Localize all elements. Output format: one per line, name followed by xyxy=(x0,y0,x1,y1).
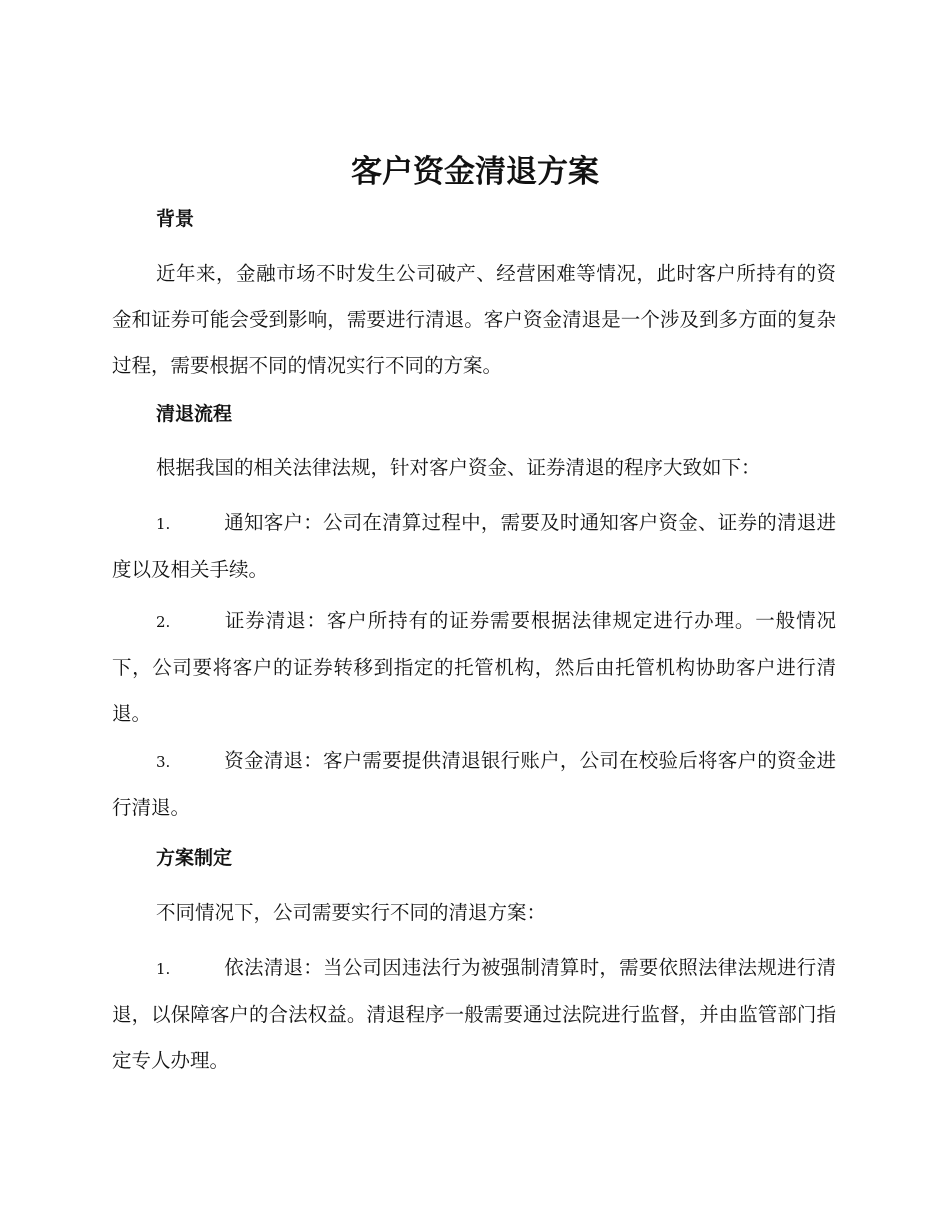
list-item-text: 资金清退：客户需要提供清退银行账户，公司在校验后将客户的资金进行清退。 xyxy=(112,749,836,819)
plan-intro: 不同情况下，公司需要实行不同的清退方案： xyxy=(156,901,547,924)
section-background xyxy=(112,205,836,233)
section-process xyxy=(112,400,836,428)
list-item-text: 依法清退：当公司因违法行为被强制清算时，需要依照法律法规进行清退，以保障客户的合法权益。清退程序一般需要通过法院进行监督，并由监管部门指定专人办理。 xyxy=(112,956,836,1072)
section-heading-background: 背景 xyxy=(156,208,195,230)
background-paragraph-block xyxy=(112,251,836,389)
background-paragraph: 近年来，金融市场不时发生公司破产、经营困难等情况，此时客户所持有的资金和证券可能会受到影响，需要进行清退。客户资金清退是一个涉及到多方面的复杂过程，需要根据不同的情况实行不同的方案。 xyxy=(112,262,836,377)
page-title: 客户资金清退方案 xyxy=(351,154,599,190)
list-number: 3. xyxy=(156,753,171,771)
list-item-text: 通知客户：公司在清算过程中，需要及时通知客户资金、证券的清退进度以及相关手续。 xyxy=(112,511,836,581)
process-intro: 根据我国的相关法律法规，针对客户资金、证券清退的程序大致如下： xyxy=(156,456,761,479)
process-item-3 xyxy=(112,738,836,831)
process-intro-block xyxy=(112,445,836,491)
plan-item-1 xyxy=(112,945,836,1084)
section-heading-process: 清退流程 xyxy=(156,403,233,425)
process-item-2 xyxy=(112,598,836,737)
list-number: 1. xyxy=(156,960,171,978)
list-number: 1. xyxy=(156,515,171,533)
list-number: 2. xyxy=(156,613,171,631)
process-item-1 xyxy=(112,500,836,593)
section-heading-plan: 方案制定 xyxy=(156,847,233,869)
plan-intro-block xyxy=(112,890,836,936)
section-plan xyxy=(112,844,836,872)
list-item-text: 证券清退：客户所持有的证券需要根据法律规定进行办理。一般情况下，公司要将客户的证券转移到指定的托管机构，然后由托管机构协助客户进行清退。 xyxy=(112,609,836,725)
